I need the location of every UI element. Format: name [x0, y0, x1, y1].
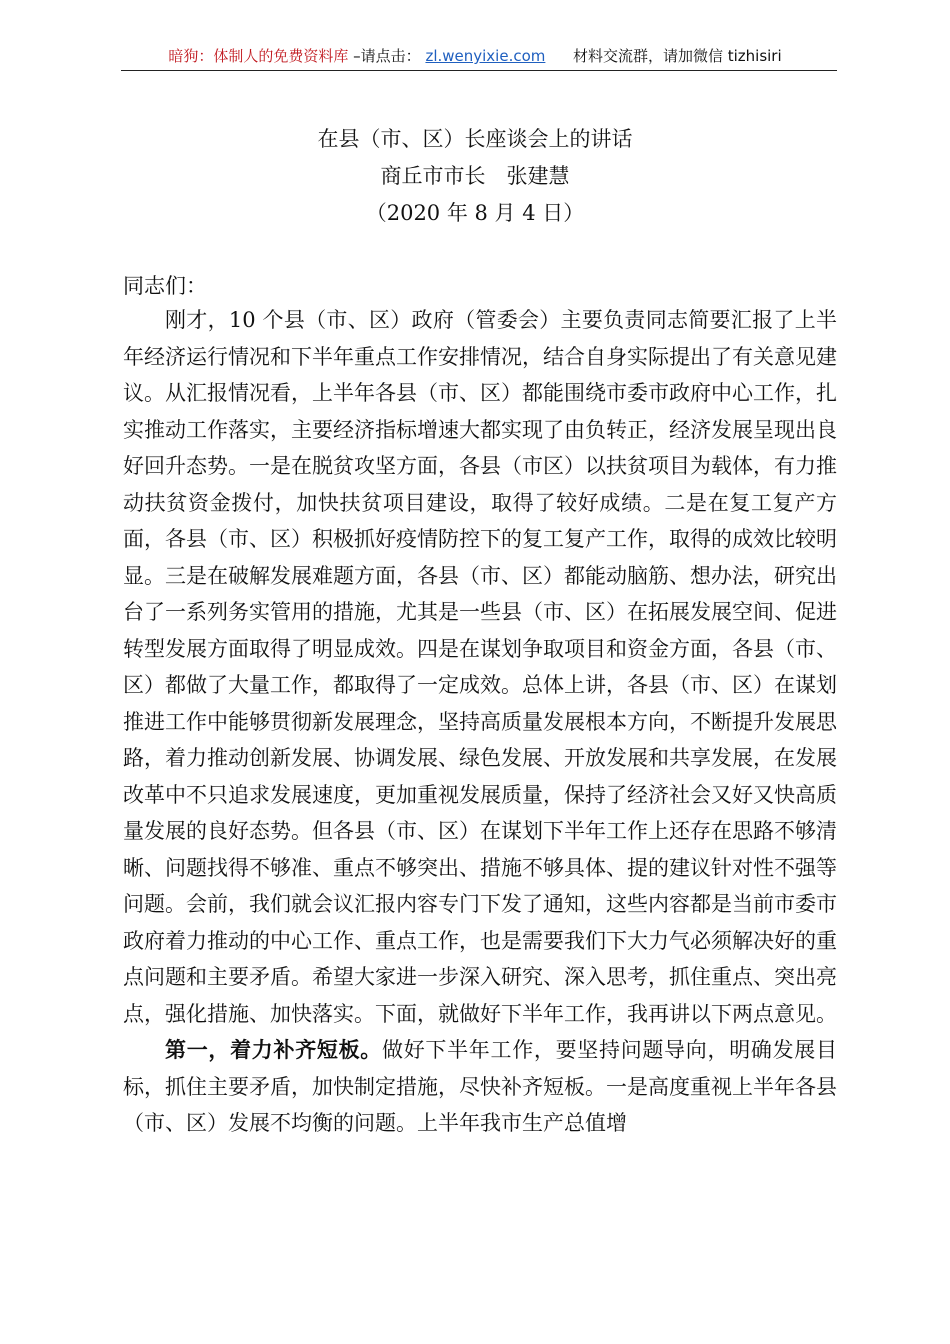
- paragraph-2-text: 做好下半年工作，要坚持问题导向，明确发展目标，抓住主要矛盾，加快制定措施，尽快补齐短板。一是高度重视上半年各县（市、区）发展不均衡的问题。上半年我市生产总值增: [123, 1038, 837, 1135]
- paragraph-1: 刚才，10 个县（市、区）政府（管委会）主要负责同志简要汇报了上半年经济运行情况和下半年重点工作安排情况，结合自身实际提出了有关意见建议。从汇报情况看，上半年各县（市、区）都能围绕市委市政府中心工作，扎实推动工作落实，主要经济指标增速大都实现了由负转正，经济发展呈现出良好回升态势。一是在脱贫攻坚方面，各县（市区）以扶贫项目为载体，有力推动扶贫资金拨付，加快扶贫项目建设，取得了较好成绩。二是在复工复产方面，各县（市、区）积极抓好疫情防控下的复工复产工作，取得的成效比较明显。三是在破解发展难题方面，各县（市、区）都能动脑筋、想办法，研究出台了一系列务实管用的措施，尤其是一些县（市、区）在拓展发展空间、促进转型发展方面取得了明显成效。四是在谋划争取项目和资金方面，各县（市、区）都做了大量工作，都取得了一定成效。总体上讲，各县（市、区）在谋划推进工作中能够贯彻新发展理念，坚持高质量发展根本方向，不断提升发展思路，着力推动创新发展、协调发展、绿色发展、开放发展和共享发展，在发展改革中不只追求发展速度，更加重视发展质量，保持了经济社会又好又快高质量发展的良好态势。但各县（市、区）在谋划下半年工作上还存在思路不够清晰、问题找得不够准、重点不够突出、措施不够具体、提的建议针对性不强等问题。会前，我们就会议汇报内容专门下发了通知，这些内容都是当前市委市政府着力推动的中心工作、重点工作，也是需要我们下大力气必须解决好的重点问题和主要矛盾。希望大家进一步深入研究、深入思考，抓住重点、突出亮点，强化措施、加快落实。下面，就做好下半年工作，我再讲以下两点意见。: [123, 308, 837, 1026]
- document-title: 在县（市、区）长座谈会上的讲话: [317, 127, 633, 151]
- header-brand: 暗狗：体制人的免费资料库: [168, 47, 349, 65]
- header-link[interactable]: zl.wenyixie.com: [425, 47, 546, 65]
- page-header: [0, 45, 950, 66]
- document-date: （2020 年 8 月 4 日）: [365, 201, 585, 225]
- salutation: 同志们：: [123, 274, 207, 298]
- paragraph-2: [123, 1032, 837, 1142]
- document-speaker: 商丘市市长 张建慧: [380, 164, 570, 188]
- header-contact: 材料交流群，请加微信 tizhisiri: [572, 47, 782, 65]
- header-divider: [121, 70, 837, 71]
- header-click-prompt: –请点击：: [353, 47, 421, 65]
- paragraph-2-heading: 第一，着力补齐短板。: [165, 1038, 382, 1062]
- document-body: [123, 302, 837, 1142]
